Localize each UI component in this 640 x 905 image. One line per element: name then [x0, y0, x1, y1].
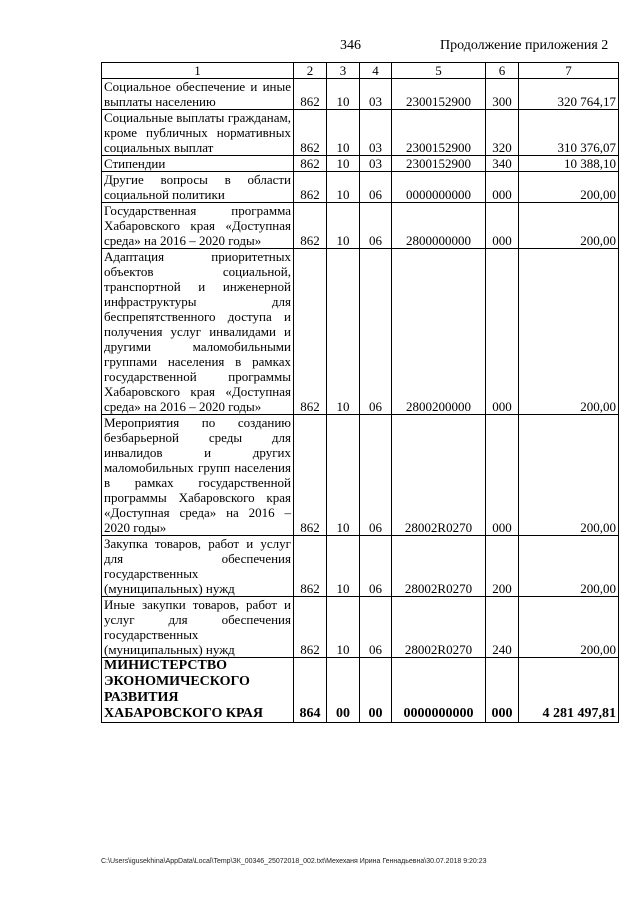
row-target-code: 2800200000: [392, 249, 486, 415]
row-subsection: 06: [360, 203, 392, 249]
table-row: [102, 156, 619, 172]
row-subsection: 00: [360, 658, 392, 723]
page-number: 346: [340, 38, 361, 53]
row-expense-type: 300: [486, 79, 519, 110]
row-section: 10: [327, 203, 360, 249]
row-amount: 200,00: [519, 536, 619, 597]
row-target-code: 2300152900: [392, 156, 486, 172]
row-amount: 200,00: [519, 249, 619, 415]
table-row: [102, 536, 619, 597]
row-amount: 200,00: [519, 203, 619, 249]
row-subsection: 06: [360, 415, 392, 536]
table-row-ministry: [102, 658, 619, 723]
row-expense-type: 000: [486, 249, 519, 415]
table-row: [102, 597, 619, 658]
row-name: Стипендии: [102, 156, 294, 172]
row-amount: 310 376,07: [519, 110, 619, 156]
row-admin-code: 862: [294, 249, 327, 415]
row-amount: 200,00: [519, 415, 619, 536]
row-subsection: 06: [360, 597, 392, 658]
row-target-code: 2300152900: [392, 110, 486, 156]
footer-file-path: C:\Users\igusekhina\AppData\Local\Temp\ЗК_00346_25072018_002.txt\Мехеханя Ирина Геннадьевна\30.07.2018 9:20:23: [101, 858, 487, 865]
row-expense-type: 340: [486, 156, 519, 172]
row-section: 10: [327, 249, 360, 415]
row-target-code: 28002R0270: [392, 415, 486, 536]
row-subsection: 06: [360, 536, 392, 597]
row-section: 10: [327, 415, 360, 536]
continuation-label: Продолжение приложения 2: [440, 38, 609, 53]
row-section: 10: [327, 597, 360, 658]
row-section: 10: [327, 79, 360, 110]
row-expense-type: 320: [486, 110, 519, 156]
row-amount: 200,00: [519, 172, 619, 203]
col-number: 1: [102, 63, 294, 79]
table-row: [102, 110, 619, 156]
row-admin-code: 864: [294, 658, 327, 723]
table-row: [102, 203, 619, 249]
col-number: 7: [519, 63, 619, 79]
row-section: 10: [327, 110, 360, 156]
table-row: [102, 79, 619, 110]
row-section: 10: [327, 156, 360, 172]
row-subsection: 06: [360, 172, 392, 203]
row-name: Социальное обеспечение и иные выплаты населению: [102, 79, 294, 110]
row-subsection: 03: [360, 156, 392, 172]
col-number: 5: [392, 63, 486, 79]
row-subsection: 03: [360, 79, 392, 110]
column-number-row: [102, 63, 619, 79]
row-name: Иные закупки товаров, работ и услуг для обеспечения государственных (муниципальных) нужд: [102, 597, 294, 658]
budget-table: [101, 62, 619, 723]
table-row: [102, 172, 619, 203]
row-expense-type: 200: [486, 536, 519, 597]
row-admin-code: 862: [294, 110, 327, 156]
row-target-code: 0000000000: [392, 658, 486, 723]
row-amount: 320 764,17: [519, 79, 619, 110]
row-section: 00: [327, 658, 360, 723]
col-number: 6: [486, 63, 519, 79]
row-target-code: 28002R0270: [392, 597, 486, 658]
col-number: 3: [327, 63, 360, 79]
row-expense-type: 240: [486, 597, 519, 658]
row-admin-code: 862: [294, 172, 327, 203]
row-amount: 200,00: [519, 597, 619, 658]
col-number: 4: [360, 63, 392, 79]
row-target-code: 2800000000: [392, 203, 486, 249]
row-admin-code: 862: [294, 156, 327, 172]
row-expense-type: 000: [486, 415, 519, 536]
row-name: Государственная программа Хабаровского края «Доступная среда» на 2016 – 2020 годы»: [102, 203, 294, 249]
table-row: [102, 415, 619, 536]
row-admin-code: 862: [294, 203, 327, 249]
row-amount: 10 388,10: [519, 156, 619, 172]
row-admin-code: 862: [294, 415, 327, 536]
row-admin-code: 862: [294, 79, 327, 110]
row-section: 10: [327, 536, 360, 597]
row-target-code: 0000000000: [392, 172, 486, 203]
row-name: Социальные выплаты гражданам, кроме публичных нормативных социальных выплат: [102, 110, 294, 156]
row-target-code: 28002R0270: [392, 536, 486, 597]
row-name: Закупка товаров, работ и услуг для обеспечения государственных (муниципальных) нужд: [102, 536, 294, 597]
row-expense-type: 000: [486, 203, 519, 249]
row-expense-type: 000: [486, 172, 519, 203]
row-subsection: 06: [360, 249, 392, 415]
row-name: МИНИСТЕРСТВО ЭКОНОМИЧЕСКОГО РАЗВИТИЯ ХАБАРОВСКОГО КРАЯ: [102, 658, 294, 723]
row-name: Другие вопросы в области социальной политики: [102, 172, 294, 203]
row-expense-type: 000: [486, 658, 519, 723]
row-amount: 4 281 497,81: [519, 658, 619, 723]
row-admin-code: 862: [294, 536, 327, 597]
row-name: Адаптация приоритетных объектов социальной, транспортной и инженерной инфраструктуры для беспрепятственного доступа и получения услуг инвалидами и другими маломобильными группами населения в рамках государственной программы Хабаровского края «Доступная среда» на 2016 – 2020 годы»: [102, 249, 294, 415]
row-section: 10: [327, 172, 360, 203]
row-subsection: 03: [360, 110, 392, 156]
row-admin-code: 862: [294, 597, 327, 658]
table-row: [102, 249, 619, 415]
row-name: Мероприятия по созданию безбарьерной среды для инвалидов и других маломобильных групп населения в рамках государственной программы Хабаровского края «Доступная среда» на 2016 – 2020 годы»: [102, 415, 294, 536]
row-target-code: 2300152900: [392, 79, 486, 110]
col-number: 2: [294, 63, 327, 79]
